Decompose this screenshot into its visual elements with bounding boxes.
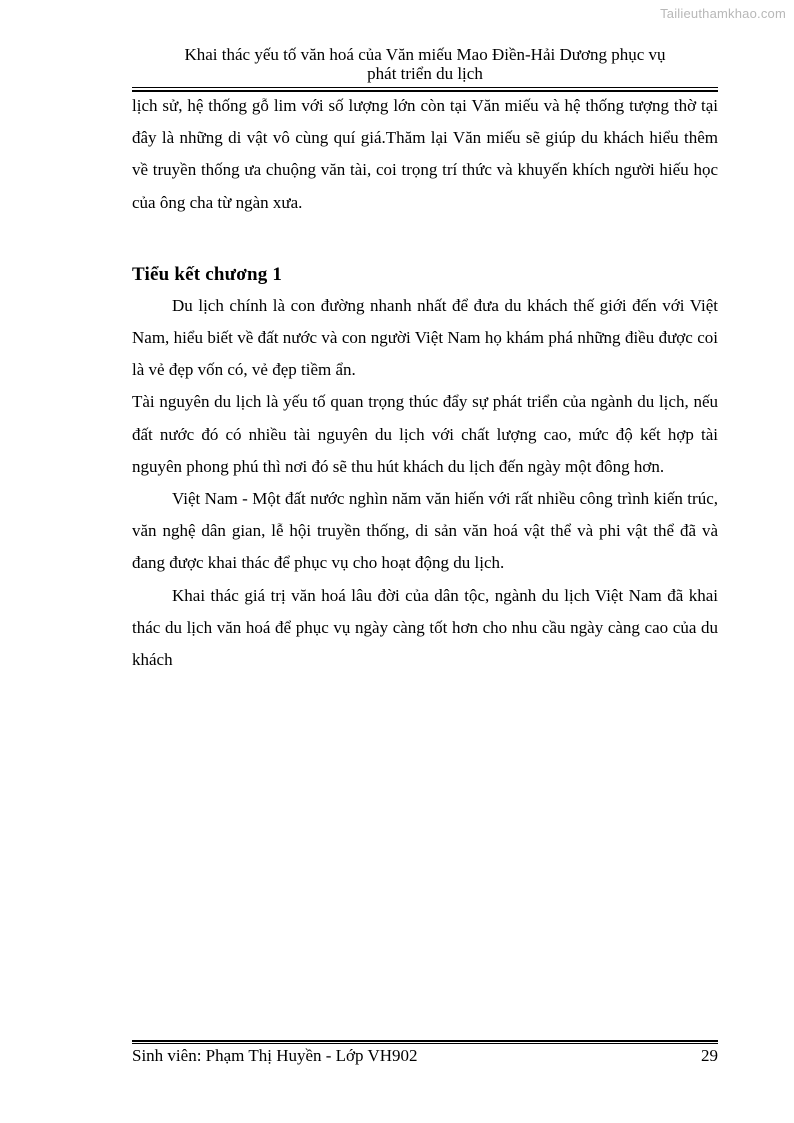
watermark: Tailieuthamkhao.com [660,6,786,21]
footer-student-info: Sinh viên: Phạm Thị Huyền - Lớp VH902 [132,1046,418,1065]
paragraph-4: Khai thác giá trị văn hoá lâu đời của dân tộc, ngành du lịch Việt Nam đã khai thác du lịch văn hoá để phục vụ ngày càng tốt hơn cho nhu cầu ngày càng cao của du khách [132,585,718,670]
header-divider [132,87,718,88]
header-title-line-1: Khai thác yếu tố văn hoá của Văn miếu Mao Điền-Hải Dương phục vụ [184,45,666,64]
footer-divider [132,1043,718,1044]
paragraph-1: Du lịch chính là con đường nhanh nhất để đưa du khách thế giới đến với Việt Nam, hiểu biết về đất nước và con người Việt Nam họ khám phá những điều được coi là vẻ đẹp vốn có, vẻ đẹp tiềm ẩn. [132,295,718,380]
page-footer [132,1046,718,1066]
section-title: Tiểu kết chương 1 [132,263,283,285]
document-body [132,90,718,676]
header-title-line-2: phát triển du lịch [367,64,483,83]
intro-paragraph: lịch sử, hệ thống gỗ lim với số lượng lớn còn tại Văn miếu và hệ thống tượng thờ tại đây là những di vật vô cùng quí giá.Thăm lại Văn miếu sẽ giúp du khách hiểu thêm về truyền thống ưa chuộng văn tài, coi trọng trí thức và khuyến khích người hiếu học của ông cha từ ngàn xưa. [132,96,718,212]
page-header [132,45,718,83]
paragraph-2: Tài nguyên du lịch là yếu tố quan trọng thúc đẩy sự phát triển của ngành du lịch, nếu đất nước đó có nhiều tài nguyên du lịch với chất lượng cao, mức độ kết hợp tài nguyên phong phú thì nơi đó sẽ thu hút khách du lịch đến ngày một đông hơn. [132,392,718,476]
page-number: 29 [701,1046,718,1065]
footer-divider-thick [132,1040,718,1042]
paragraph-3: Việt Nam - Một đất nước nghìn năm văn hiến với rất nhiều công trình kiến trúc, văn nghệ dân gian, lễ hội truyền thống, di sản văn hoá vật thể và phi vật thể đã và đang được khai thác để phục vụ cho hoạt động du lịch. [132,489,718,573]
